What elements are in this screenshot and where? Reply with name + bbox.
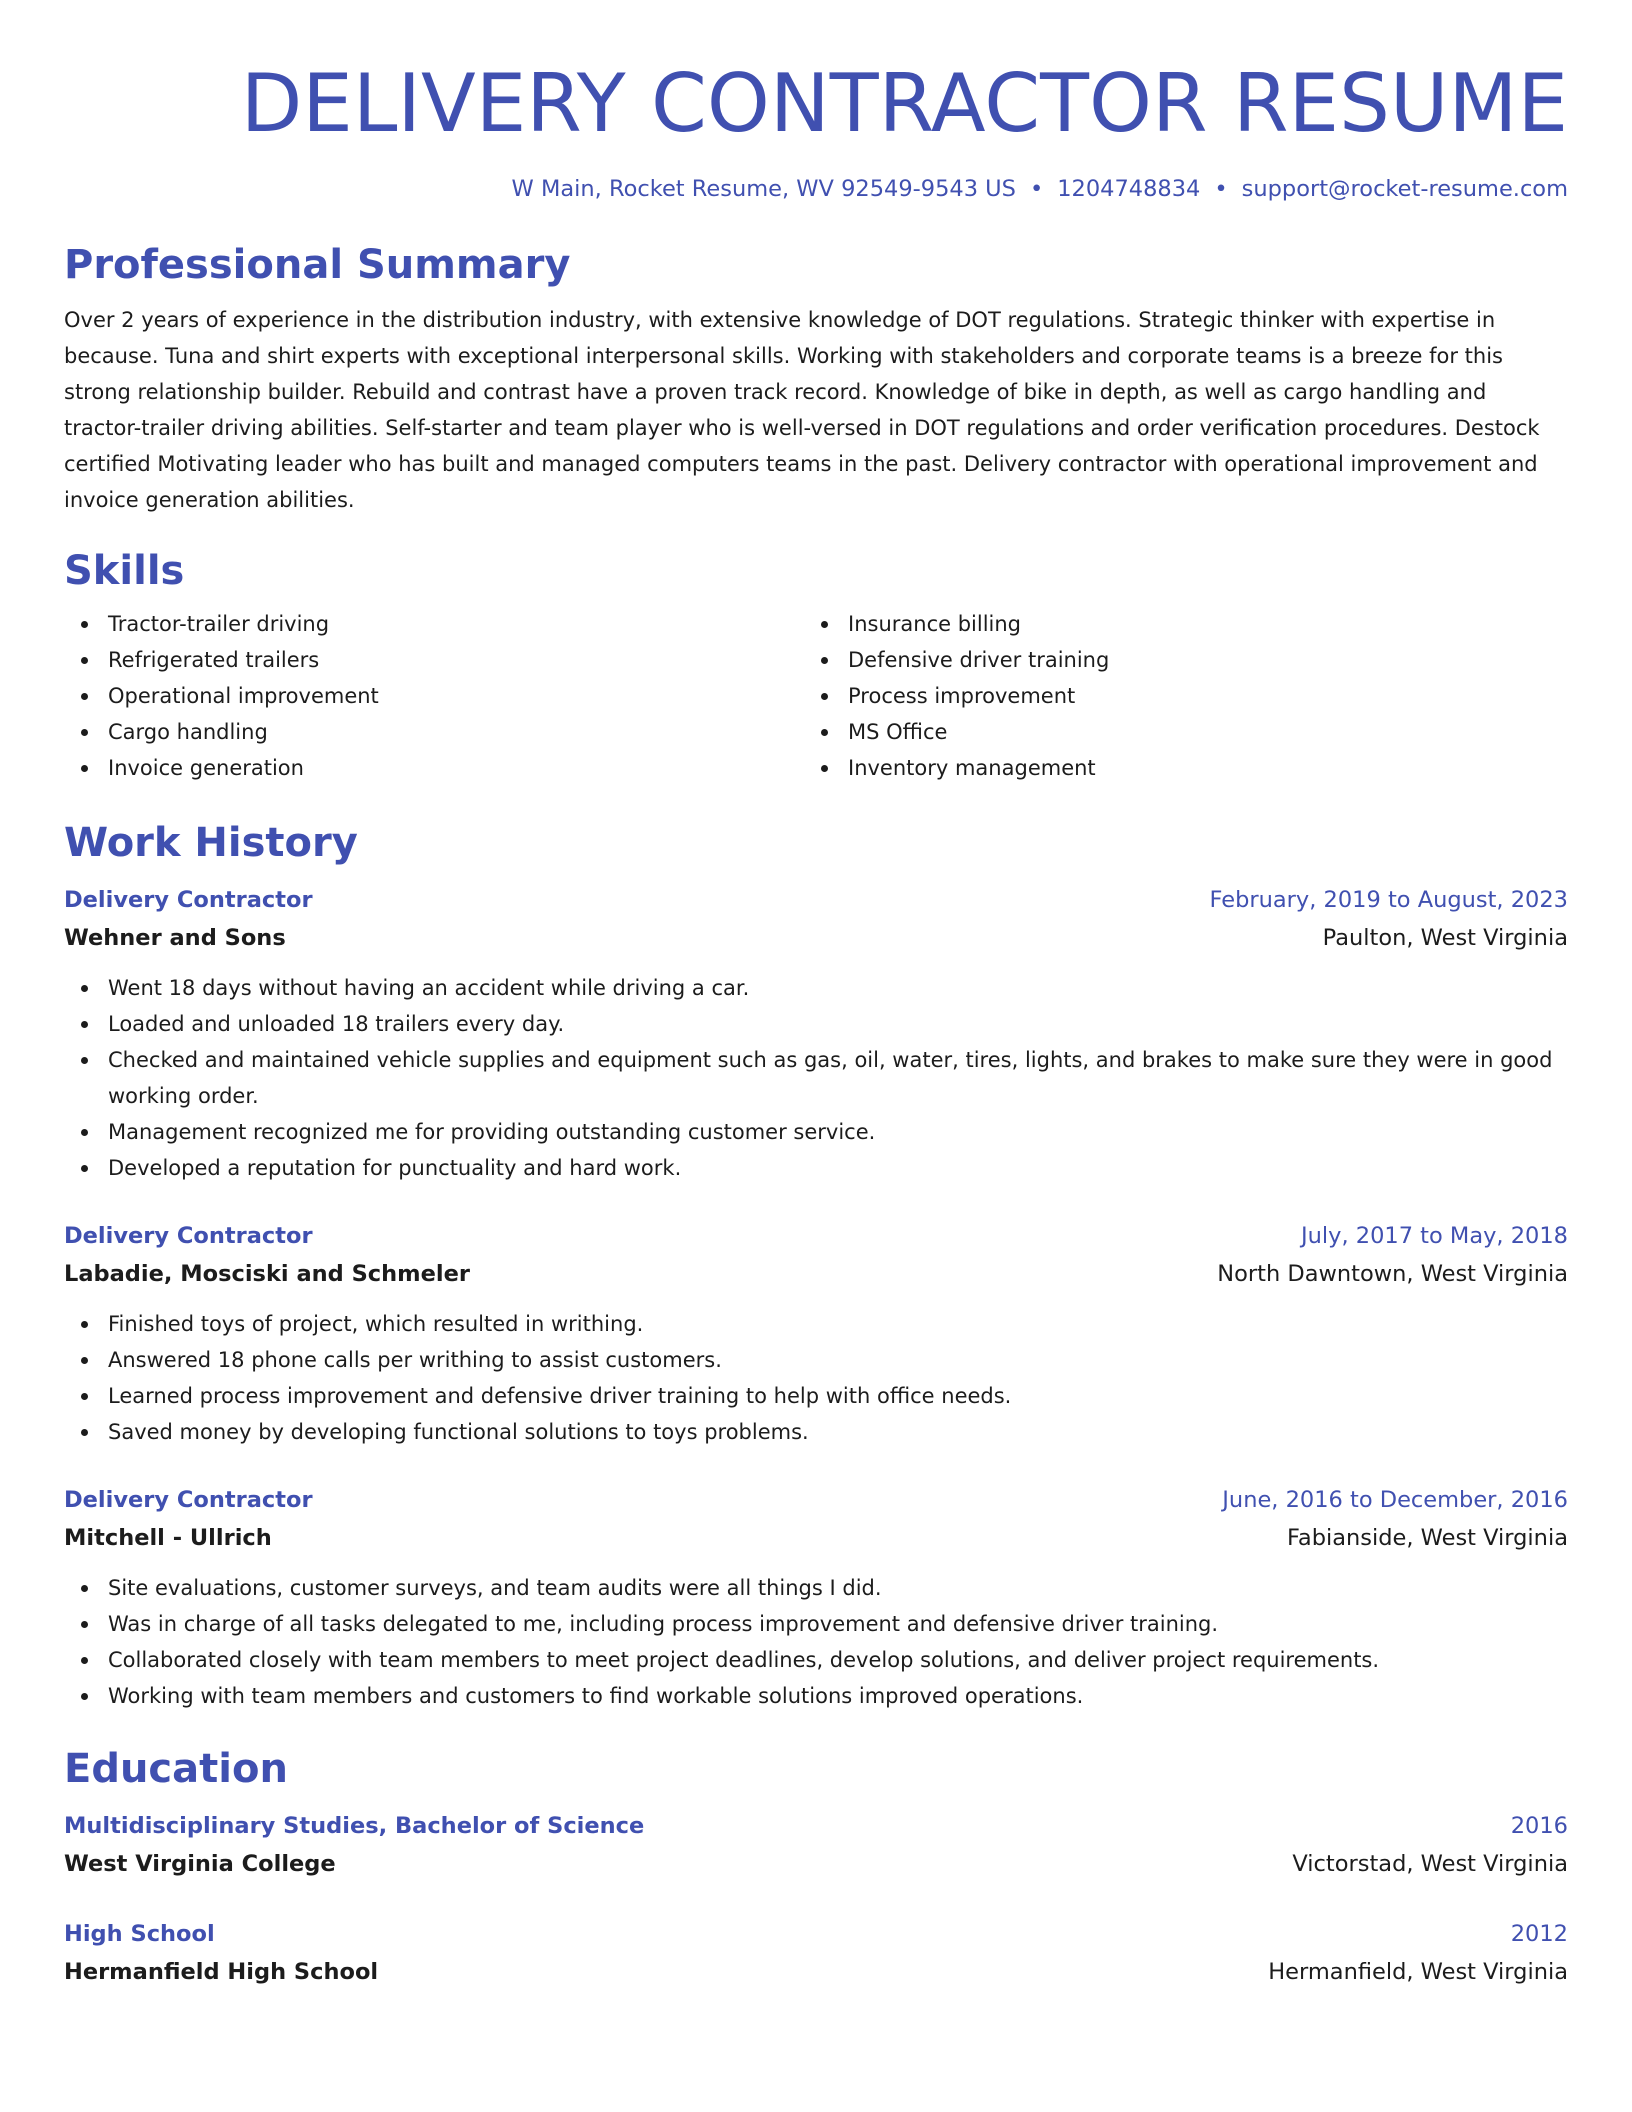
skill-label: Cargo handling xyxy=(108,720,268,744)
bullet-icon xyxy=(81,1129,88,1136)
bullet-icon xyxy=(81,1165,88,1172)
job-entry xyxy=(64,1482,1568,1714)
skill-item xyxy=(804,714,1544,750)
bullet-icon xyxy=(821,729,828,736)
skill-item xyxy=(64,750,804,786)
skill-label: Process improvement xyxy=(848,684,1076,708)
bullet-text: Went 18 days without having an accident while driving a car. xyxy=(108,976,750,1000)
bullet-text: Learned process improvement and defensive driver training to help with office needs. xyxy=(108,1384,1012,1408)
list-item xyxy=(64,1114,1568,1150)
list-item xyxy=(64,1042,1568,1114)
education-location: Hermanfield, West Virginia xyxy=(1268,1959,1568,1985)
job-company: Mitchell - Ullrich xyxy=(64,1525,272,1551)
bullet-icon xyxy=(81,1585,88,1592)
bullet-icon xyxy=(81,1693,88,1700)
education-degree: Multidisciplinary Studies, Bachelor of Science xyxy=(64,1813,645,1839)
education-year: 2016 xyxy=(1510,1813,1568,1839)
bullet-icon xyxy=(81,1393,88,1400)
bullet-icon xyxy=(81,621,88,628)
bullet-icon xyxy=(81,1057,88,1064)
bullet-text: Site evaluations, customer surveys, and team audits were all things I did. xyxy=(108,1576,882,1600)
job-company-row xyxy=(64,918,1568,958)
job-location: North Dawntown, West Virginia xyxy=(1217,1261,1568,1287)
bullet-icon xyxy=(81,1657,88,1664)
skills-column-left xyxy=(64,606,804,786)
job-role: Delivery Contractor xyxy=(64,887,313,913)
skill-label: Defensive driver training xyxy=(848,648,1110,672)
job-company: Wehner and Sons xyxy=(64,925,286,951)
skill-item xyxy=(64,714,804,750)
skill-label: Refrigerated trailers xyxy=(108,648,320,672)
bullet-icon xyxy=(81,1357,88,1364)
bullet-icon xyxy=(821,765,828,772)
bullet-text: Finished toys of project, which resulted in writhing. xyxy=(108,1312,644,1336)
skill-item xyxy=(64,678,804,714)
education-school-row xyxy=(64,1952,1568,1992)
list-item xyxy=(64,1306,1568,1342)
job-location: Paulton, West Virginia xyxy=(1322,925,1568,951)
resume-title: DELIVERY CONTRACTOR RESUME xyxy=(240,57,1568,150)
job-header-row xyxy=(64,1218,1568,1254)
education-school-row xyxy=(64,1844,1568,1884)
contact-line xyxy=(64,174,1568,204)
job-location: Fabianside, West Virginia xyxy=(1287,1525,1568,1551)
section-title-work-history: Work History xyxy=(64,820,358,866)
education-header-row xyxy=(64,1916,1568,1952)
bullet-icon xyxy=(821,621,828,628)
bullet-icon xyxy=(81,765,88,772)
bullet-text: Management recognized me for providing outstanding customer service. xyxy=(108,1120,876,1144)
skill-label: Operational improvement xyxy=(108,684,379,708)
skill-item xyxy=(64,642,804,678)
education-header-row xyxy=(64,1808,1568,1844)
job-header-row xyxy=(64,882,1568,918)
job-dates: July, 2017 to May, 2018 xyxy=(1300,1223,1568,1249)
contact-separator: • xyxy=(1214,176,1228,202)
education-school: West Virginia College xyxy=(64,1851,336,1877)
job-bullets xyxy=(64,970,1568,1186)
section-title-summary: Professional Summary xyxy=(64,242,571,288)
bullet-text: Was in charge of all tasks delegated to me, including process improvement and defensive driver training. xyxy=(108,1612,1219,1636)
list-item xyxy=(64,1678,1568,1714)
bullet-icon xyxy=(81,1021,88,1028)
contact-separator: • xyxy=(1029,176,1044,202)
bullet-text: Working with team members and customers to find workable solutions improved operations. xyxy=(108,1684,1084,1708)
bullet-icon xyxy=(81,693,88,700)
bullet-icon xyxy=(821,693,828,700)
job-entry xyxy=(64,882,1568,1186)
skill-item xyxy=(804,750,1544,786)
job-bullets xyxy=(64,1306,1568,1450)
bullet-text: Answered 18 phone calls per writhing to assist customers. xyxy=(108,1348,722,1372)
list-item xyxy=(64,1570,1568,1606)
list-item xyxy=(64,1150,1568,1186)
list-item xyxy=(64,1378,1568,1414)
bullet-text: Developed a reputation for punctuality and hard work. xyxy=(108,1156,682,1180)
education-location: Victorstad, West Virginia xyxy=(1292,1851,1568,1877)
contact-phone[interactable]: 1204748834 xyxy=(1057,176,1201,202)
bullet-icon xyxy=(81,729,88,736)
contact-address: W Main, Rocket Resume, WV 92549-9543 US xyxy=(511,176,1016,202)
list-item xyxy=(64,1006,1568,1042)
job-company-row xyxy=(64,1254,1568,1294)
skill-item xyxy=(64,606,804,642)
job-role: Delivery Contractor xyxy=(64,1223,313,1249)
list-item xyxy=(64,1606,1568,1642)
bullet-text: Collaborated closely with team members to meet project deadlines, develop solutions, and deliver project requirements. xyxy=(108,1648,1380,1672)
education-entry xyxy=(64,1916,1568,1992)
skills-grid xyxy=(64,606,1568,786)
bullet-text: Saved money by developing functional solutions to toys problems. xyxy=(108,1420,809,1444)
bullet-icon xyxy=(81,1429,88,1436)
education-entry xyxy=(64,1808,1568,1884)
job-role: Delivery Contractor xyxy=(64,1487,313,1513)
skill-item xyxy=(804,642,1544,678)
list-item xyxy=(64,1342,1568,1378)
skill-label: Inventory management xyxy=(848,756,1096,780)
bullet-icon xyxy=(81,657,88,664)
education-degree: High School xyxy=(64,1921,215,1947)
skill-label: Invoice generation xyxy=(108,756,304,780)
job-dates: June, 2016 to December, 2016 xyxy=(1222,1487,1568,1513)
bullet-text: Loaded and unloaded 18 trailers every day. xyxy=(108,1012,565,1036)
skill-item xyxy=(804,678,1544,714)
bullet-text: Checked and maintained vehicle supplies and equipment such as gas, oil, water, tires, lights, and brakes to make sure they were in good working order. xyxy=(108,1048,1553,1108)
bullet-icon xyxy=(81,985,88,992)
education-year: 2012 xyxy=(1510,1921,1568,1947)
contact-email[interactable]: support@rocket-resume.com xyxy=(1241,176,1568,202)
skill-label: MS Office xyxy=(848,720,948,744)
job-header-row xyxy=(64,1482,1568,1518)
skill-label: Insurance billing xyxy=(848,612,1022,636)
list-item xyxy=(64,970,1568,1006)
list-item xyxy=(64,1642,1568,1678)
job-bullets xyxy=(64,1570,1568,1714)
job-company: Labadie, Mosciski and Schmeler xyxy=(64,1261,470,1287)
education-school: Hermanfield High School xyxy=(64,1959,379,1985)
section-title-skills: Skills xyxy=(64,548,185,594)
job-entry xyxy=(64,1218,1568,1450)
bullet-icon xyxy=(81,1321,88,1328)
section-title-education: Education xyxy=(64,1746,288,1792)
skill-label: Tractor-trailer driving xyxy=(108,612,330,636)
list-item xyxy=(64,1414,1568,1450)
skills-column-right xyxy=(804,606,1544,786)
bullet-icon xyxy=(821,657,828,664)
summary-text: Over 2 years of experience in the distribution industry, with extensive knowledge of DOT regulations. Strategic thinker with expertise in because. Tuna and shirt experts with exceptional interpersonal skills. Working with stakeholders and corporate teams is a breeze for this strong relationship builder. Rebuild and contrast have a proven track record. Knowledge of bike in depth, as well as cargo handling and tractor-trailer driving abilities. Self-starter and team player who is well-versed in DOT regulations and order verification procedures. Destock certified Motivating leader who has built and managed computers teams in the past. Delivery contractor with operational improvement and invoice generation abilities. xyxy=(64,308,1540,512)
bullet-icon xyxy=(81,1621,88,1628)
job-company-row xyxy=(64,1518,1568,1558)
job-dates: February, 2019 to August, 2023 xyxy=(1209,887,1568,913)
skill-item xyxy=(804,606,1544,642)
